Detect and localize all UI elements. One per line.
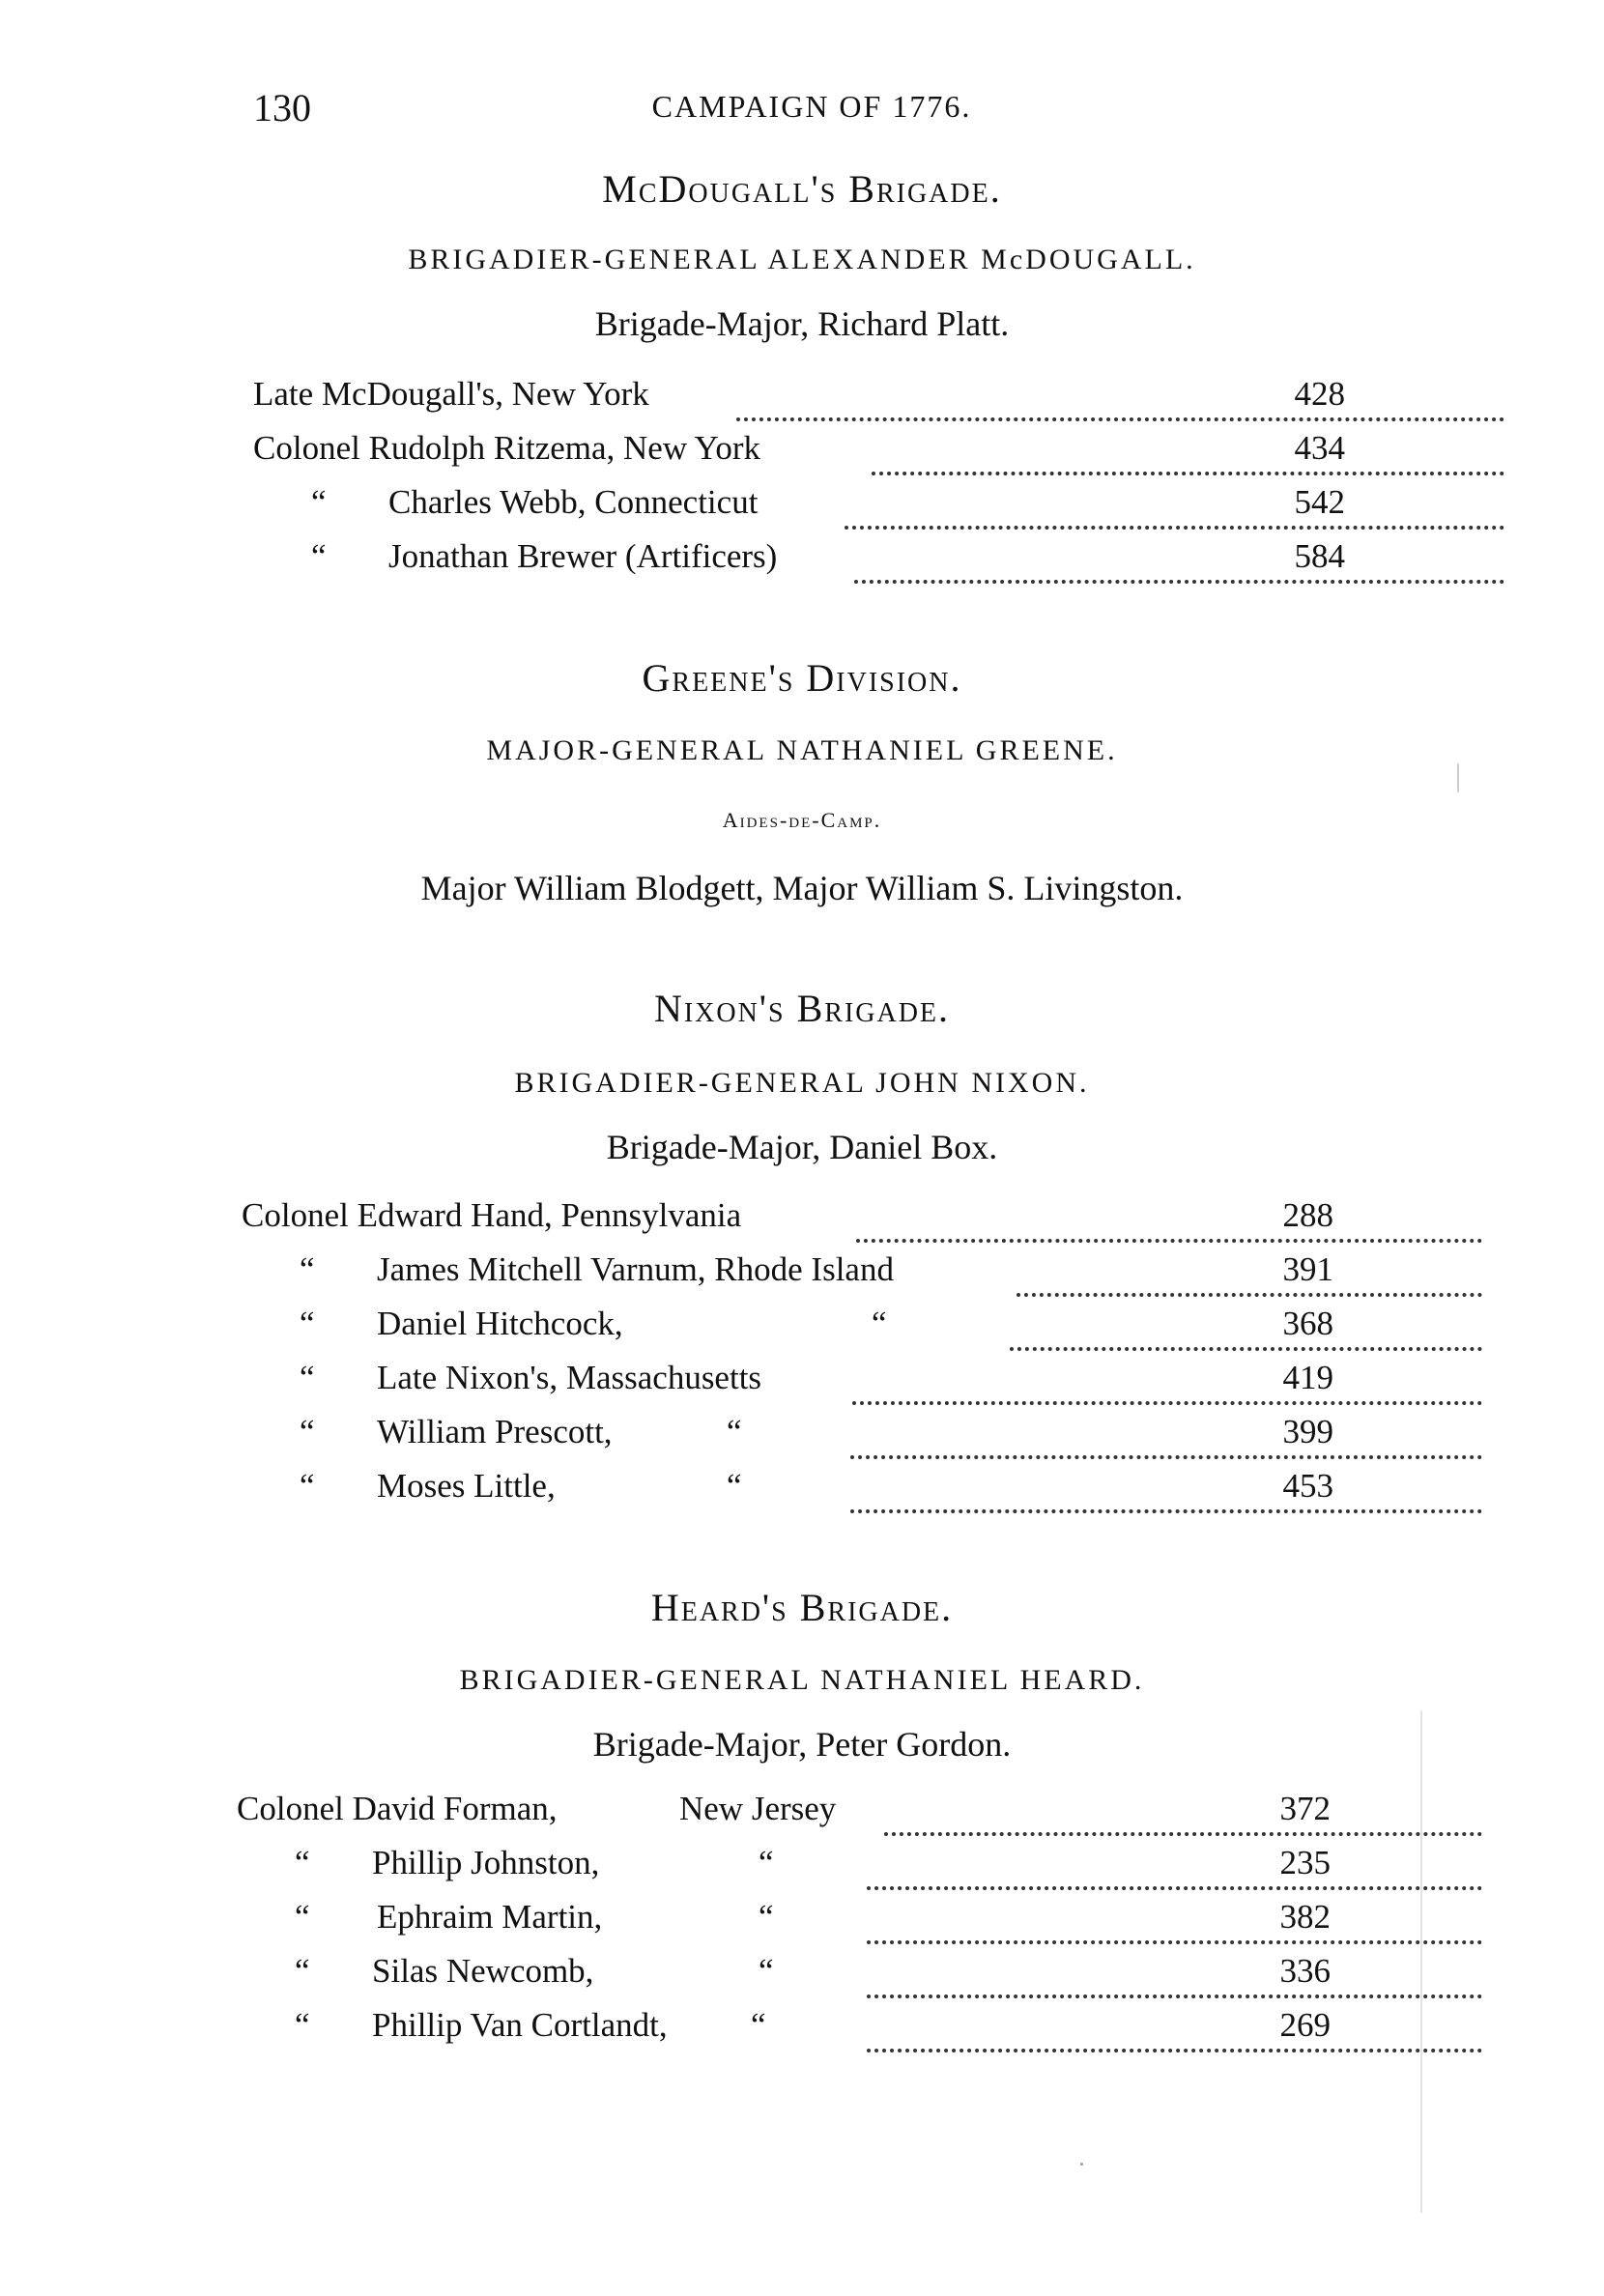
- ditto-place: “: [727, 1467, 742, 1505]
- table-row: [253, 483, 1364, 533]
- regiment-strength: 391: [1282, 1250, 1333, 1288]
- leader-dots: [850, 1467, 1482, 1513]
- regiment-name: Silas Newcomb,: [372, 1952, 594, 1990]
- leader-dots: [850, 1413, 1482, 1459]
- table-row: [253, 537, 1364, 588]
- ditto-mark: “: [300, 1359, 315, 1396]
- regiment-strength: 235: [1279, 1844, 1331, 1881]
- leader-dots: [736, 375, 1504, 421]
- regiment-strength: 434: [1294, 429, 1345, 467]
- leader-dots: [854, 537, 1504, 584]
- table-row: [242, 1359, 1353, 1409]
- leader-dots: [856, 1196, 1482, 1243]
- table-row: [237, 2006, 1348, 2056]
- regiment-strength: 269: [1279, 2006, 1331, 2044]
- regiment-name: Ephraim Martin,: [377, 1898, 603, 1936]
- heard-commander: BRIGADIER-GENERAL NATHANIEL HEARD.: [459, 1664, 1145, 1696]
- ditto-mark: “: [300, 1467, 315, 1505]
- ditto-mark: “: [295, 1898, 310, 1936]
- regiment-name: Phillip Van Cortlandt,: [372, 2006, 668, 2044]
- table-row: [242, 1250, 1353, 1301]
- ditto-place: “: [727, 1413, 742, 1450]
- leader-dots: [867, 2006, 1482, 2052]
- leader-dots: [872, 429, 1504, 475]
- table-row: [253, 429, 1364, 479]
- table-row: [242, 1467, 1353, 1517]
- aides-names: Major William Blodgett, Major William S. Livingston.: [420, 869, 1184, 907]
- ditto-mark: “: [300, 1413, 315, 1450]
- ditto-mark: “: [311, 537, 327, 575]
- mcdougall-staff: Brigade-Major, Richard Platt.: [594, 304, 1010, 343]
- running-title: CAMPAIGN OF 1776.: [651, 89, 972, 124]
- mcdougall-brigade-title: McDougall's Brigade.: [602, 167, 1002, 211]
- ditto-mark: “: [295, 1952, 310, 1990]
- regiment-name: Late McDougall's, New York: [253, 375, 649, 413]
- page-number: 130: [253, 86, 311, 129]
- regiment-strength: 542: [1294, 483, 1345, 521]
- leader-dots: [1010, 1305, 1482, 1351]
- regiment-strength: 399: [1282, 1413, 1333, 1450]
- ditto-mark: “: [295, 2006, 310, 2044]
- table-row: [237, 1898, 1348, 1948]
- scan-mark: [1457, 763, 1459, 792]
- leader-dots: [867, 1898, 1482, 1944]
- table-row: [237, 1952, 1348, 2002]
- regiment-strength: 368: [1282, 1305, 1333, 1342]
- regiment-strength: 382: [1279, 1898, 1331, 1936]
- mcdougall-commander: BRIGADIER-GENERAL ALEXANDER McDOUGALL.: [408, 244, 1196, 275]
- nixon-commander: BRIGADIER-GENERAL JOHN NIXON.: [514, 1067, 1090, 1099]
- regiment-strength: 428: [1294, 375, 1345, 413]
- regiment-name: Colonel David Forman,: [237, 1790, 558, 1827]
- ditto-place: “: [759, 1844, 774, 1881]
- regiment-name: Jonathan Brewer (Artificers): [388, 537, 778, 575]
- regiment-name: William Prescott,: [377, 1413, 613, 1450]
- regiment-name: Colonel Edward Hand, Pennsylvania: [242, 1196, 742, 1234]
- ditto-place: “: [872, 1305, 887, 1342]
- scan-speck: [1080, 2163, 1083, 2166]
- leader-dots: [852, 1359, 1482, 1405]
- regiment-strength: 419: [1282, 1359, 1333, 1396]
- leader-dots: [884, 1790, 1482, 1836]
- greene-commander: MAJOR-GENERAL NATHANIEL GREENE.: [486, 734, 1118, 766]
- leader-dots: [867, 1844, 1482, 1890]
- ditto-place: “: [751, 2006, 766, 2044]
- regiment-name: Late Nixon's, Massachusetts: [377, 1359, 762, 1396]
- leader-dots: [867, 1952, 1482, 1998]
- table-row: [242, 1305, 1353, 1355]
- table-row: [242, 1413, 1353, 1463]
- greene-division-title: Greene's Division.: [642, 656, 962, 700]
- scan-edge-shadow: [1420, 1710, 1422, 2213]
- nixon-staff: Brigade-Major, Daniel Box.: [606, 1128, 998, 1166]
- regiment-name: James Mitchell Varnum, Rhode Island: [377, 1250, 894, 1288]
- leader-dots: [1017, 1250, 1482, 1297]
- regiment-name: Colonel Rudolph Ritzema, New York: [253, 429, 760, 467]
- regiment-name: Moses Little,: [377, 1467, 556, 1505]
- running-head: [0, 85, 1604, 143]
- ditto-mark: “: [300, 1250, 315, 1288]
- regiment-name: Phillip Johnston,: [372, 1844, 600, 1881]
- ditto-place: “: [759, 1898, 774, 1936]
- regiment-strength: 288: [1282, 1196, 1333, 1234]
- ditto-place: “: [759, 1952, 774, 1990]
- aides-heading: Aides-de-Camp.: [722, 808, 882, 832]
- regiment-name: Charles Webb, Connecticut: [388, 483, 759, 521]
- leader-dots: [845, 483, 1504, 530]
- table-row: [237, 1790, 1348, 1840]
- table-row: [237, 1844, 1348, 1894]
- table-row: [242, 1196, 1353, 1247]
- table-row: [253, 375, 1364, 425]
- ditto-mark: “: [295, 1844, 310, 1881]
- heard-brigade-title: Heard's Brigade.: [650, 1586, 954, 1629]
- regiment-strength: 372: [1279, 1790, 1331, 1827]
- heard-staff: Brigade-Major, Peter Gordon.: [592, 1725, 1012, 1764]
- regiment-strength: 336: [1279, 1952, 1331, 1990]
- regiment-place: New Jersey: [679, 1790, 837, 1827]
- regiment-strength: 453: [1282, 1467, 1333, 1505]
- regiment-name: Daniel Hitchcock,: [377, 1305, 623, 1342]
- ditto-mark: “: [300, 1305, 315, 1342]
- regiment-strength: 584: [1294, 537, 1345, 575]
- nixon-brigade-title: Nixon's Brigade.: [653, 987, 951, 1030]
- ditto-mark: “: [311, 483, 327, 521]
